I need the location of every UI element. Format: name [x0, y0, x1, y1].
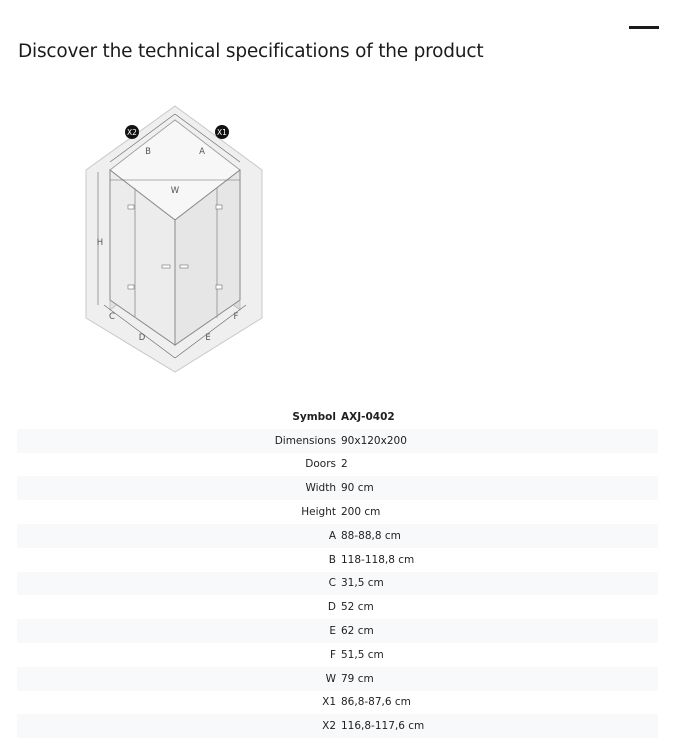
- spec-row-e: [17, 619, 658, 643]
- hinge: [128, 285, 134, 289]
- collapse-button[interactable]: [629, 20, 659, 36]
- section-heading: Discover the technical specifications of the product: [18, 41, 484, 63]
- dim-label-a: A: [199, 147, 205, 157]
- spec-label: D: [327, 601, 336, 614]
- spec-table: [17, 405, 658, 738]
- shower-enclosure-diagram: [80, 100, 280, 385]
- spec-row-f: [17, 643, 658, 667]
- spec-label: F: [329, 648, 336, 661]
- spec-value: 90x120x200: [341, 434, 407, 447]
- callout-x1-label: X1: [217, 128, 227, 137]
- handle: [180, 265, 188, 268]
- spec-value: 52 cm: [341, 601, 374, 614]
- spec-label: Symbol: [292, 410, 336, 423]
- spec-label: A: [328, 529, 336, 542]
- dim-label-e: E: [205, 333, 211, 343]
- spec-value: 200 cm: [341, 506, 381, 519]
- spec-row-b: [17, 548, 658, 572]
- spec-label: Width: [305, 482, 336, 495]
- callout-x2-label: X2: [127, 128, 137, 137]
- spec-row-symbol: [17, 405, 658, 429]
- spec-value: 118-118,8 cm: [341, 553, 415, 566]
- spec-row-d: [17, 595, 658, 619]
- spec-value: 79 cm: [341, 672, 374, 685]
- spec-value: 116,8-117,6 cm: [341, 720, 425, 733]
- spec-label: C: [328, 577, 336, 590]
- spec-label: Height: [301, 506, 336, 519]
- spec-value: 51,5 cm: [341, 648, 384, 661]
- spec-row-height: [17, 500, 658, 524]
- spec-value: 2: [341, 458, 348, 471]
- spec-label: Doors: [305, 458, 336, 471]
- dim-label-w: W: [170, 186, 180, 196]
- spec-label: E: [329, 625, 336, 638]
- spec-row-width: [17, 476, 658, 500]
- spec-label: Dimensions: [274, 434, 336, 447]
- spec-row-x1: [17, 691, 658, 715]
- spec-label: W: [325, 672, 336, 685]
- spec-label: X2: [322, 720, 336, 733]
- spec-row-a: [17, 524, 658, 548]
- spec-value: 88-88,8 cm: [341, 529, 401, 542]
- spec-row-c: [17, 572, 658, 596]
- dim-label-b: B: [145, 147, 151, 157]
- dim-label-h: H: [96, 238, 104, 248]
- dim-label-c: C: [109, 312, 115, 322]
- dim-label-d: D: [138, 333, 146, 343]
- spec-label: X1: [322, 696, 336, 709]
- hinge: [216, 285, 222, 289]
- spec-value: 62 cm: [341, 625, 374, 638]
- spec-value: 90 cm: [341, 482, 374, 495]
- spec-row-doors: [17, 453, 658, 477]
- spec-label: B: [328, 553, 336, 566]
- spec-row-x2: [17, 714, 658, 738]
- spec-value: 86,8-87,6 cm: [341, 696, 411, 709]
- spec-row-w: [17, 667, 658, 691]
- handle: [162, 265, 170, 268]
- hinge: [128, 205, 134, 209]
- hinge: [216, 205, 222, 209]
- dim-label-f: F: [233, 312, 239, 322]
- minus-icon: [629, 26, 659, 29]
- spec-row-dimensions: [17, 429, 658, 453]
- spec-value: 31,5 cm: [341, 577, 384, 590]
- spec-value: AXJ-0402: [341, 410, 395, 423]
